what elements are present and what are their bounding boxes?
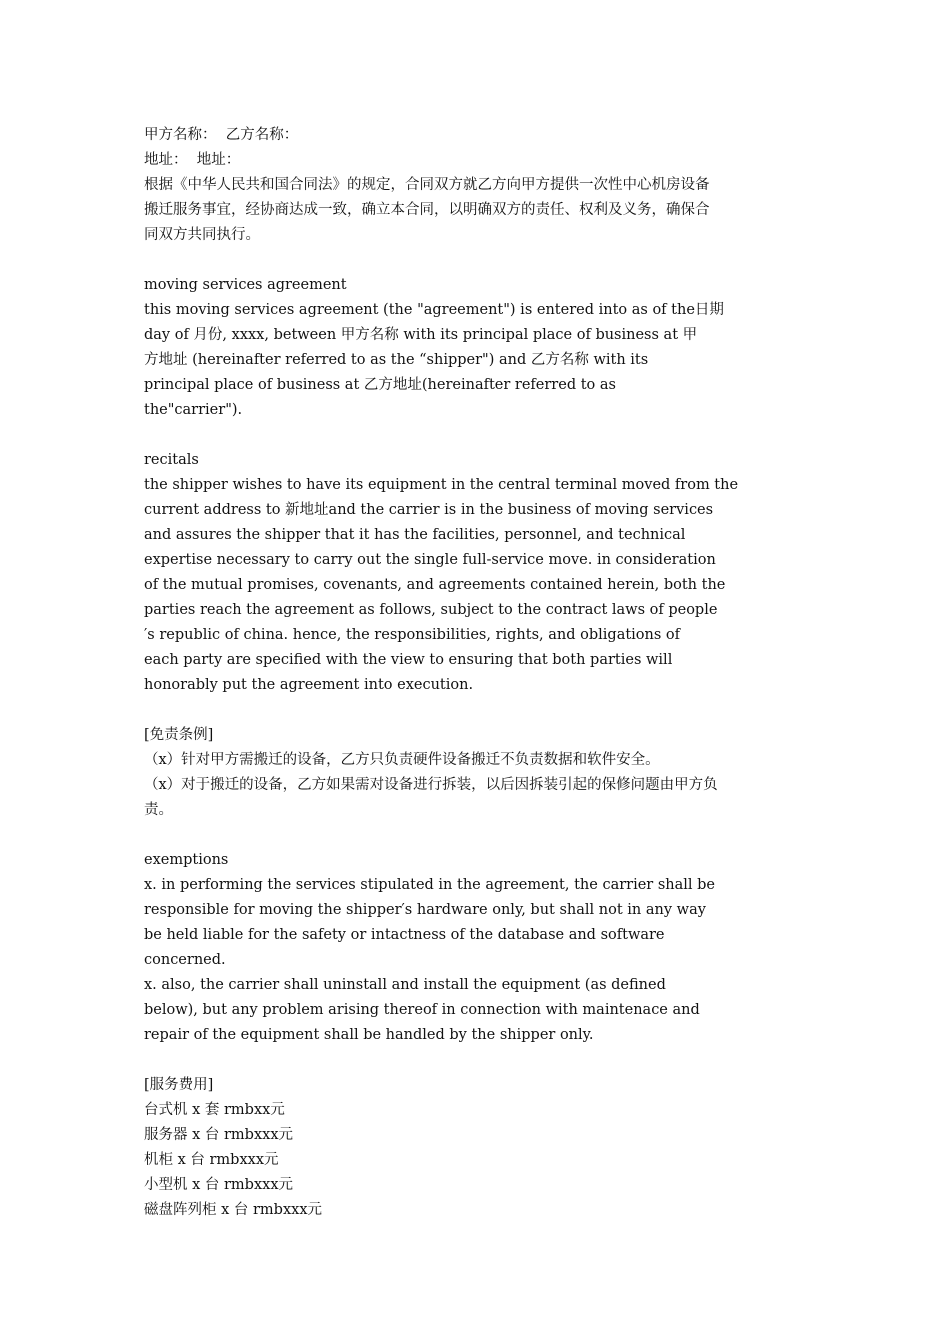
exemptions-cn-line: （x）对于搬迁的设备，乙方如果需对设备进行拆装，以后因拆装引起的保修问题由甲方负 [144, 777, 718, 793]
exemptions-cn-title: [免责条例] [144, 727, 214, 743]
agreement-line: day of 月份, xxxx, between 甲方名称 with its principal place of business at 甲 [144, 327, 698, 343]
paragraph-gap [144, 423, 814, 448]
recitals-title: recitals [144, 452, 199, 468]
fee-item: 台式机 x 套 rmbxx元 [144, 1102, 285, 1118]
agreement-line: the"carrier"). [144, 402, 243, 418]
preamble-cn-line: 根据《中华人民共和国合同法》的规定，合同双方就乙方向甲方提供一次性中心机房设备 [144, 177, 710, 193]
exemptions-cn-line: （x）针对甲方需搬迁的设备，乙方只负责硬件设备搬迁不负责数据和软件安全。 [144, 752, 660, 768]
exemptions-en-title: exemptions [144, 852, 229, 868]
fee-item: 小型机 x 台 rmbxxx元 [144, 1177, 293, 1193]
recitals-line: the shipper wishes to have its equipment in the central terminal moved from the [144, 477, 739, 493]
recitals-line: expertise necessary to carry out the single full-service move. in consideration [144, 552, 716, 568]
paragraph-gap [144, 1048, 814, 1073]
exemptions-en-line: be held liable for the safety or intactness of the database and software [144, 927, 665, 943]
agreement-line: this moving services agreement (the "agreement") is entered into as of the日期 [144, 302, 724, 318]
recitals-line: of the mutual promises, covenants, and agreements contained herein, both the [144, 577, 726, 593]
fee-item: 机柜 x 台 rmbxxx元 [144, 1152, 279, 1168]
agreement-line: 方地址 (hereinafter referred to as the “shipper") and 乙方名称 with its [144, 352, 649, 368]
agreement-title: moving services agreement [144, 277, 347, 293]
paragraph-gap [144, 698, 814, 723]
recitals-line: each party are specified with the view to ensuring that both parties will [144, 652, 673, 668]
party-names-line: 甲方名称： 乙方名称： [144, 127, 299, 143]
exemptions-en-line: below), but any problem arising thereof in connection with maintenace and [144, 1002, 700, 1018]
preamble-cn-line: 搬迁服务事宜，经协商达成一致，确立本合同，以明确双方的责任、权利及义务，确保合 [144, 202, 710, 218]
exemptions-en-line: responsible for moving the shipper′s hardware only, but shall not in any way [144, 902, 706, 918]
preamble-cn-line: 同双方共同执行。 [144, 227, 260, 243]
recitals-line: and assures the shipper that it has the facilities, personnel, and technical [144, 527, 686, 543]
fee-item: 磁盘阵列柜 x 台 rmbxxx元 [144, 1202, 322, 1218]
fees-title: [服务费用] [144, 1077, 214, 1093]
document-page [144, 123, 814, 1223]
exemptions-en-line: repair of the equipment shall be handled by the shipper only. [144, 1027, 594, 1043]
paragraph-gap [144, 823, 814, 848]
fee-item: 服务器 x 台 rmbxxx元 [144, 1127, 293, 1143]
exemptions-en-line: x. in performing the services stipulated in the agreement, the carrier shall be [144, 877, 716, 893]
recitals-line: current address to 新地址and the carrier is in the business of moving services [144, 502, 714, 518]
paragraph-gap [144, 248, 814, 273]
recitals-line: honorably put the agreement into execution. [144, 677, 474, 693]
exemptions-en-line: concerned. [144, 952, 226, 968]
recitals-line: ′s republic of china. hence, the responsibilities, rights, and obligations of [144, 627, 681, 643]
addresses-line: 地址： 地址： [144, 152, 241, 168]
exemptions-en-line: x. also, the carrier shall uninstall and install the equipment (as defined [144, 977, 666, 993]
recitals-line: parties reach the agreement as follows, subject to the contract laws of people [144, 602, 718, 618]
agreement-line: principal place of business at 乙方地址(hereinafter referred to as [144, 377, 616, 393]
exemptions-cn-line: 责。 [144, 802, 173, 818]
